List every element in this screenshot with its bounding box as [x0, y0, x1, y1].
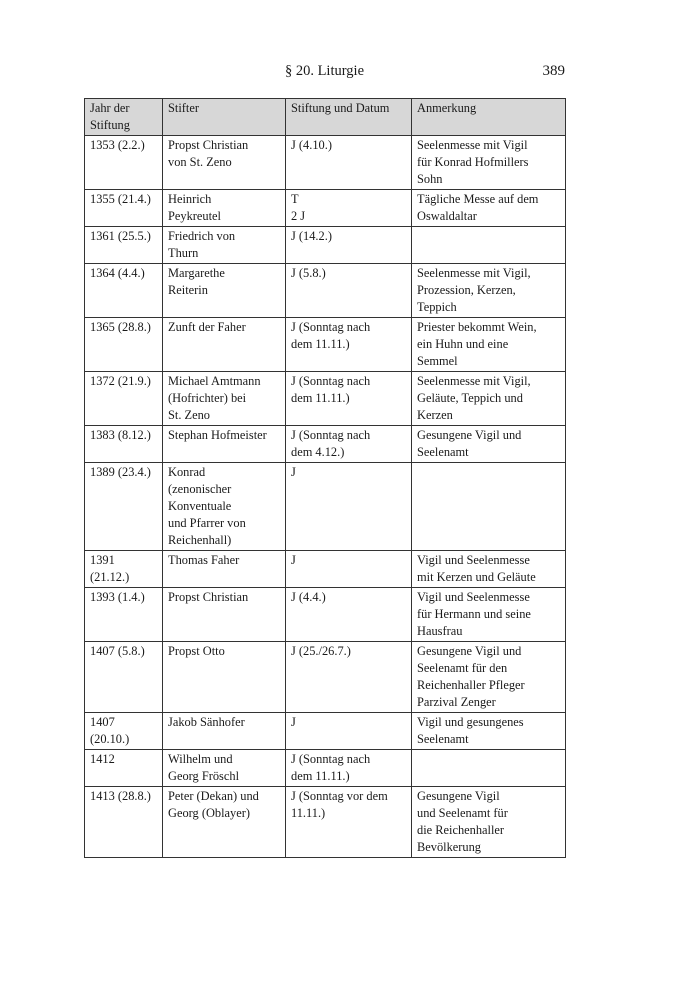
remark-cell: Vigil und Seelenmesse mit Kerzen und Geläute: [412, 551, 566, 588]
header-foundation-date: Stiftung und Datum: [286, 99, 412, 136]
foundation-cell: J: [286, 463, 412, 551]
year-cell: 1361 (25.5.): [85, 227, 163, 264]
founder-cell: Wilhelm und Georg Fröschl: [163, 750, 286, 787]
foundation-cell: J (4.4.): [286, 588, 412, 642]
founder-cell: Margarethe Reiterin: [163, 264, 286, 318]
table-row: [85, 426, 566, 463]
year-cell: 1412: [85, 750, 163, 787]
remark-cell: [412, 463, 566, 551]
table-header-row: [85, 99, 566, 136]
foundation-cell: J (Sonntag nach dem 11.11.): [286, 372, 412, 426]
table-body: [85, 136, 566, 858]
foundation-cell: J (14.2.): [286, 227, 412, 264]
year-cell: 1407 (20.10.): [85, 713, 163, 750]
remark-cell: Priester bekommt Wein, ein Huhn und eine Semmel: [412, 318, 566, 372]
table-row: [85, 588, 566, 642]
foundation-cell: J: [286, 713, 412, 750]
table-row: [85, 372, 566, 426]
table-row: [85, 642, 566, 713]
foundation-cell: J (Sonntag nach dem 11.11.): [286, 750, 412, 787]
founder-cell: Jakob Sänhofer: [163, 713, 286, 750]
year-cell: 1389 (23.4.): [85, 463, 163, 551]
table-row: [85, 136, 566, 190]
foundation-cell: J (25./26.7.): [286, 642, 412, 713]
remark-cell: Tägliche Messe auf dem Oswaldaltar: [412, 190, 566, 227]
table-row: [85, 463, 566, 551]
year-cell: 1391 (21.12.): [85, 551, 163, 588]
year-cell: 1413 (28.8.): [85, 787, 163, 858]
year-cell: 1355 (21.4.): [85, 190, 163, 227]
year-cell: 1353 (2.2.): [85, 136, 163, 190]
foundation-cell: J (Sonntag vor dem 11.11.): [286, 787, 412, 858]
founder-cell: Michael Amtmann (Hofrichter) bei St. Zeno: [163, 372, 286, 426]
remark-cell: Vigil und Seelenmesse für Hermann und seine Hausfrau: [412, 588, 566, 642]
founder-cell: Stephan Hofmeister: [163, 426, 286, 463]
foundation-cell: J (4.10.): [286, 136, 412, 190]
year-cell: 1364 (4.4.): [85, 264, 163, 318]
founder-cell: Thomas Faher: [163, 551, 286, 588]
remark-cell: Gesungene Vigil und Seelenamt für den Reichenhaller Pfleger Parzival Zenger: [412, 642, 566, 713]
table-row: [85, 264, 566, 318]
remark-cell: Seelenmesse mit Vigil, Geläute, Teppich und Kerzen: [412, 372, 566, 426]
foundation-cell: J (Sonntag nach dem 11.11.): [286, 318, 412, 372]
founder-cell: Propst Christian von St. Zeno: [163, 136, 286, 190]
foundation-cell: T 2 J: [286, 190, 412, 227]
table-row: [85, 787, 566, 858]
header-year: Jahr der Stiftung: [85, 99, 163, 136]
founder-cell: Heinrich Peykreutel: [163, 190, 286, 227]
remark-cell: [412, 227, 566, 264]
founder-cell: Propst Christian: [163, 588, 286, 642]
founder-cell: Propst Otto: [163, 642, 286, 713]
remark-cell: Gesungene Vigil und Seelenamt: [412, 426, 566, 463]
table-row: [85, 713, 566, 750]
table-row: [85, 190, 566, 227]
year-cell: 1383 (8.12.): [85, 426, 163, 463]
remark-cell: [412, 750, 566, 787]
year-cell: 1407 (5.8.): [85, 642, 163, 713]
foundations-table: [84, 98, 566, 858]
remark-cell: Gesungene Vigil und Seelenamt für die Reichenhaller Bevölkerung: [412, 787, 566, 858]
founder-cell: Friedrich von Thurn: [163, 227, 286, 264]
header-founder: Stifter: [163, 99, 286, 136]
table-row: [85, 227, 566, 264]
remark-cell: Vigil und gesungenes Seelenamt: [412, 713, 566, 750]
header-remark: Anmerkung: [412, 99, 566, 136]
table-row: [85, 750, 566, 787]
foundation-cell: J (Sonntag nach dem 4.12.): [286, 426, 412, 463]
year-cell: 1393 (1.4.): [85, 588, 163, 642]
remark-cell: Seelenmesse mit Vigil, Prozession, Kerzen, Teppich: [412, 264, 566, 318]
table-row: [85, 551, 566, 588]
year-cell: 1365 (28.8.): [85, 318, 163, 372]
founder-cell: Zunft der Faher: [163, 318, 286, 372]
founder-cell: Peter (Dekan) und Georg (Oblayer): [163, 787, 286, 858]
section-title: § 20. Liturgie: [284, 63, 365, 79]
table-row: [85, 318, 566, 372]
year-cell: 1372 (21.9.): [85, 372, 163, 426]
page-number: 389: [542, 63, 565, 79]
founder-cell: Konrad (zenonischer Konventuale und Pfarrer von Reichenhall): [163, 463, 286, 551]
running-head: [84, 63, 565, 83]
foundation-cell: J (5.8.): [286, 264, 412, 318]
foundation-cell: J: [286, 551, 412, 588]
remark-cell: Seelenmesse mit Vigil für Konrad Hofmillers Sohn: [412, 136, 566, 190]
